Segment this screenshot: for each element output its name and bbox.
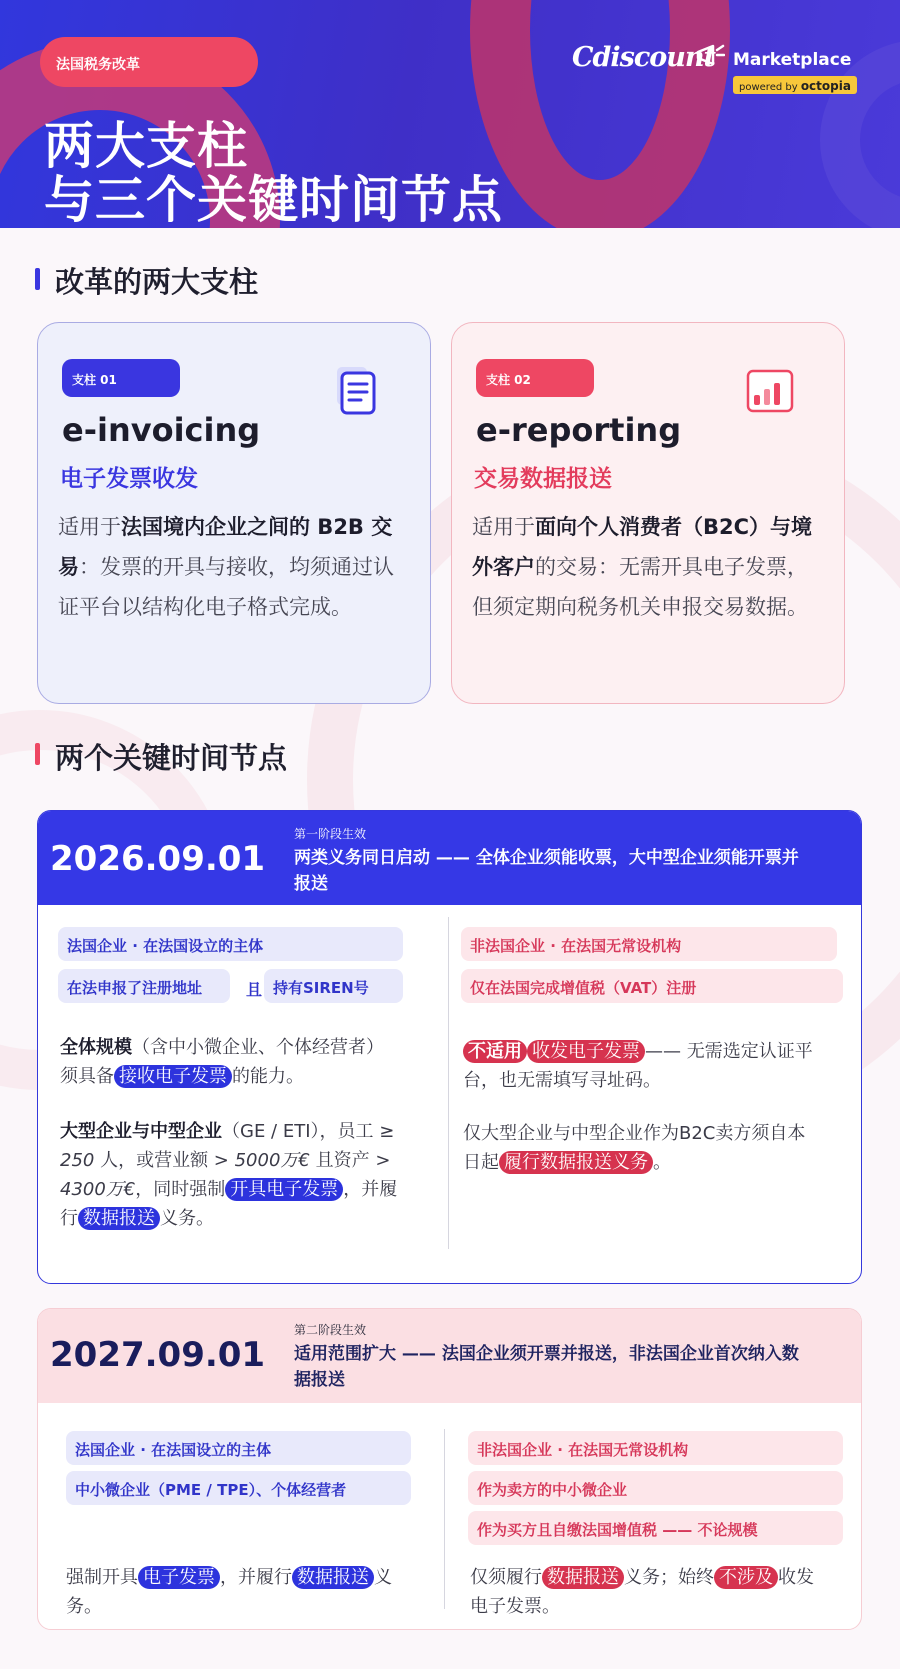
timeline-date: 2027.09.01 (50, 1335, 266, 1375)
pillar-card-einvoicing (37, 322, 431, 704)
category-tag: 法国税务改革 (40, 37, 258, 87)
highlight-not-involved: 不涉及 (714, 1566, 778, 1589)
column-divider (444, 1429, 445, 1609)
document-icon (328, 363, 384, 419)
timeline-summary: 两类义务同日启动 —— 全体企业须能收票，大中型企业须能开票并报送 (294, 848, 799, 894)
highlight-receive-einvoice: 接收电子发票 (114, 1065, 232, 1088)
pillar-tag: 支柱 01 (62, 359, 180, 397)
pillar-tag: 支柱 02 (476, 359, 594, 397)
rule-paragraph: 强制开具 电子发票 ，并履行 数据报送 义务。 (66, 1567, 392, 1617)
pillar-description: 适用于法国境内企业之间的 B2B 交易：发票的开具与接收，均须通过认证平台以结构化电子格式完成。 (58, 515, 394, 619)
timeline-card-2027 (37, 1308, 862, 1630)
pillar-name: e-invoicing (62, 411, 261, 449)
rule-paragraph: 不适用 收发电子发票 —— 无需选定认证平台，也无需填写寻址码。 (463, 1041, 813, 1091)
condition-chip: 仅在法国完成增值税（VAT）注册 (461, 969, 843, 1003)
condition-chip: 持有SIREN号 (264, 969, 403, 1003)
pillar-subtitle: 电子发票收发 (60, 466, 198, 492)
condition-chip: 在法申报了注册地址 (58, 969, 230, 1003)
column-divider (448, 917, 449, 1249)
rule-paragraph: 仅须履行 数据报送 义务；始终 不涉及 收发电子发票。 (470, 1567, 814, 1617)
header-banner (0, 0, 900, 228)
timeline-date: 2026.09.01 (50, 839, 266, 879)
megaphone-icon (695, 42, 725, 70)
pillar-card-ereporting (451, 322, 845, 704)
highlight-data-reporting: 数据报送 (542, 1566, 624, 1589)
condition-chip: 中小微企业（PME / TPE）、个体经营者 (66, 1471, 411, 1505)
bar-chart-icon (742, 363, 798, 419)
marketplace-label: Marketplace (733, 50, 852, 70)
highlight-not-applicable: 不适用 (463, 1040, 527, 1063)
page-title-line1: 两大支柱 (44, 117, 248, 175)
timeline-stage: 第一阶段生效 (294, 827, 367, 841)
rule-paragraph: 仅大型企业与中型企业作为B2C卖方须自本日起 履行数据报送义务 。 (463, 1123, 806, 1173)
page-title-line2: 与三个关键时间节点 (44, 171, 503, 228)
and-label: 且 (246, 980, 263, 999)
rule-paragraph: 大型企业与中型企业（GE / ETI），员工 ≥ 250 人，或营业额 > 5000万€ 且资产 > 4300万€，同时强制 开具电子发票 ，并履行 数据报送 义务。 (60, 1121, 398, 1229)
entity-chip: 法国企业 · 在法国设立的主体 (58, 927, 403, 961)
powered-by-badge: powered by octopia (733, 76, 857, 94)
section-accent-bar (35, 743, 40, 765)
highlight-issue-einvoice: 开具电子发票 (225, 1178, 343, 1201)
cdiscount-logo: Cdiscount (572, 42, 716, 73)
timeline-stage: 第二阶段生效 (294, 1323, 367, 1337)
header-decoration (470, 0, 730, 228)
highlight-einvoice: 收发电子发票 (527, 1040, 645, 1063)
highlight-reporting-obligation: 履行数据报送义务 (499, 1151, 653, 1174)
highlight-einvoice: 电子发票 (138, 1566, 220, 1589)
timeline-summary: 适用范围扩大 —— 法国企业须开票并报送，非法国企业首次纳入数据报送 (294, 1344, 799, 1390)
highlight-data-reporting: 数据报送 (292, 1566, 374, 1589)
timeline-card-2026 (37, 810, 862, 1284)
pillar-subtitle: 交易数据报送 (474, 466, 612, 492)
section-title-timeline: 两个关键时间节点 (55, 741, 288, 775)
pillar-name: e-reporting (476, 411, 682, 449)
entity-chip: 法国企业 · 在法国设立的主体 (66, 1431, 411, 1465)
condition-chip: 作为卖方的中小微企业 (468, 1471, 843, 1505)
condition-chip: 作为买方且自缴法国增值税 —— 不论规模 (468, 1511, 843, 1545)
entity-chip: 非法国企业 · 在法国无常设机构 (461, 927, 837, 961)
section-accent-bar (35, 268, 40, 290)
timeline-header (38, 1309, 861, 1403)
section-title-pillars: 改革的两大支柱 (55, 265, 259, 299)
timeline-header (38, 811, 861, 905)
entity-chip: 非法国企业 · 在法国无常设机构 (468, 1431, 843, 1465)
rule-paragraph: 全体规模（含中小微企业、个体经营者）须具备 接收电子发票 的能力。 (60, 1037, 384, 1087)
highlight-data-reporting: 数据报送 (78, 1207, 160, 1230)
pillar-description: 适用于面向个人消费者（B2C）与境外客户的交易：无需开具电子发票，但须定期向税务机关申报交易数据。 (472, 515, 813, 619)
